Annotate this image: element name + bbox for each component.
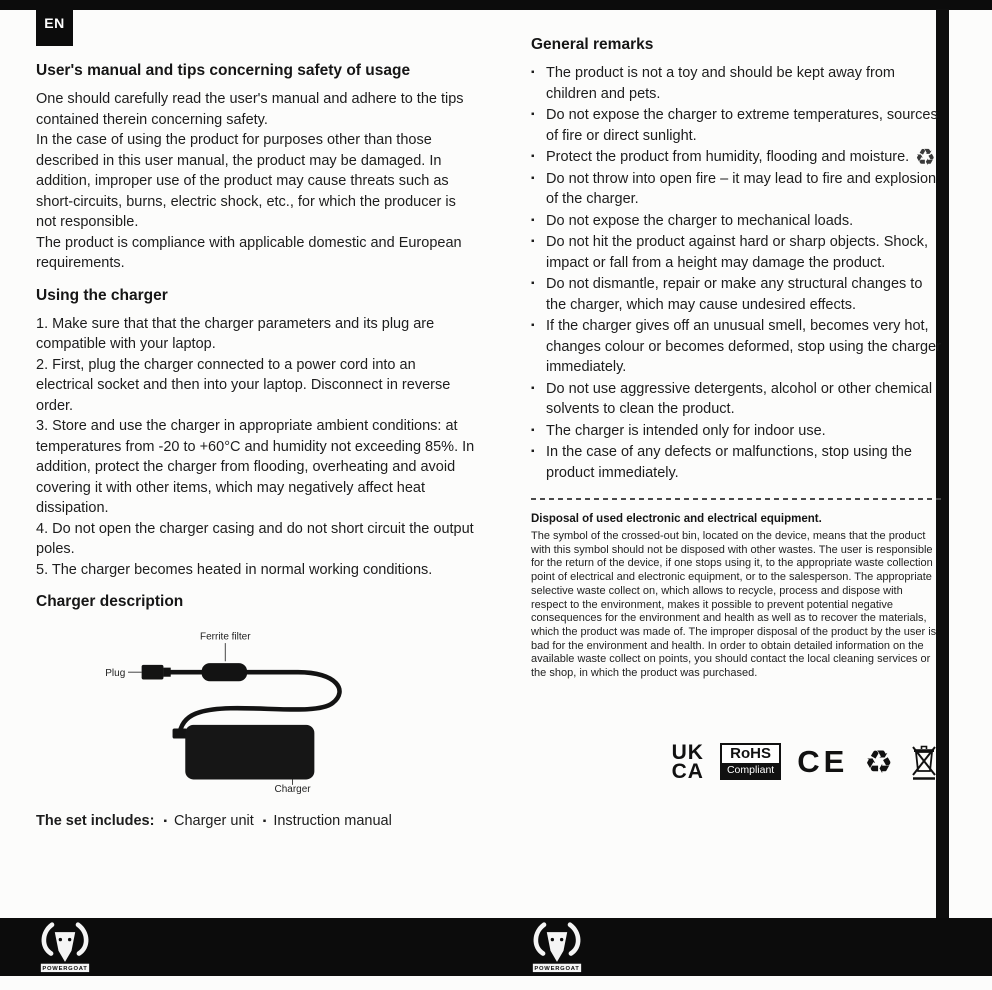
top-edge-bar	[0, 0, 992, 10]
charger-label: Charger	[274, 784, 311, 795]
intro-paragraph: One should carefully read the user's manual and adhere to the tips contained therein concerning safety.	[36, 91, 464, 128]
remarks-list	[531, 63, 941, 483]
plug-label: Plug	[105, 667, 126, 679]
remark-item: ▪ Do not expose the charger to extreme temperatures, sources of fire or direct sunlight.	[531, 105, 941, 146]
powergoat-wordmark: POWERGOAT	[42, 966, 88, 973]
compliance-marks-row	[531, 740, 941, 783]
set-item: ▪ Instruction manual	[254, 813, 392, 829]
powergoat-logo-icon	[528, 921, 586, 973]
remark-item: ▪ The charger is intended only for indoor use.	[531, 421, 941, 442]
general-remarks-heading: General remarks	[531, 36, 654, 53]
step-item: 1. Make sure that that the charger parameters and its plug are compatible with your laptop.	[36, 315, 435, 352]
footer-bar	[0, 918, 992, 976]
remark-item: ▪ Protect the product from humidity, flooding and moisture.	[531, 147, 941, 168]
set-includes-label: The set includes:	[36, 813, 155, 829]
set-includes-line	[36, 813, 476, 829]
disposal-text: The symbol of the crossed-out bin, located on the device, means that the product with this symbol should not be disposed with other wastes. The user is responsible for the return of the device, if one stops using it, to the appropriate waste collection point of electrical and electronic equipment, or to the salesperson. The appropriate selective waste collect on, which allows to recycle, process and dispose with respect to the environment, makes it possible to prevent potential negative consequences for the environment and health as well as to recover the materials, which the product was made of. The improper disposal of the product by the user is bad for the environment and health. In order to obtain detailed information on the available waste collect on points, you should contact the local cleaning services or the shop, in which the product was purchased.	[531, 530, 937, 680]
disposal-heading: Disposal of used electronic and electrical equipment.	[531, 513, 822, 525]
dashed-divider	[531, 498, 941, 500]
rohs-compliant-text: Compliant	[722, 763, 779, 778]
ce-mark: CE	[797, 743, 849, 779]
remark-item: ▪ Do not use aggressive detergents, alcohol or other chemical solvents to clean the product.	[531, 379, 941, 420]
step-item: 3. Store and use the charger in appropriate ambient conditions: at temperatures from -20 to +60°C and humidity not exceeding 85%. In addition, protect the charger from flooding, overheating and avoid covering it with other items, which may negatively affect heat dissipation.	[36, 418, 475, 516]
remark-item: ▪ In the case of any defects or malfunctions, stop using the product immediately.	[531, 442, 941, 483]
ukca-mark	[671, 740, 704, 783]
remark-item: ▪ Do not dismantle, repair or make any structural changes to the charger, which may cause undesired effects.	[531, 274, 941, 315]
ferrite-filter-label: Ferrite filter	[199, 631, 251, 643]
remark-item: ▪ If the charger gives off an unusual smell, becomes very hot, changes colour or becomes deformed, stop using the charger immediately.	[531, 316, 941, 378]
set-item: ▪ Charger unit	[154, 813, 253, 829]
remark-item: ▪ Do not expose the charger to mechanical loads.	[531, 211, 941, 232]
powergoat-wordmark: POWERGOAT	[534, 966, 580, 973]
step-item: 5. The charger becomes heated in normal working conditions.	[36, 561, 433, 578]
remark-item: ▪ Do not hit the product against hard or sharp objects. Shock, impact or fall from a height may damage the product.	[531, 232, 941, 273]
right-column	[531, 36, 941, 781]
rohs-mark	[720, 743, 781, 780]
ukca-text-top: UK	[671, 740, 704, 764]
recycle-icon	[864, 746, 893, 778]
charger-description-heading: Charger description	[36, 593, 184, 610]
safety-heading: User's manual and tips concerning safety of usage	[36, 62, 411, 79]
remark-item: ▪ The product is not a toy and should be kept away from children and pets.	[531, 63, 941, 104]
powergoat-logo-icon	[36, 921, 94, 973]
charger-diagram	[98, 623, 398, 795]
rohs-text: RoHS	[730, 745, 772, 763]
language-badge: EN	[36, 0, 73, 46]
step-item: 2. First, plug the charger connected to a power cord into an electrical socket and then into your laptop. Disconnect in reverse order.	[36, 356, 451, 414]
step-item: 4. Do not open the charger casing and do not short circuit the output poles.	[36, 520, 474, 557]
intro-paragraph: The product is compliance with applicable domestic and European requirements.	[36, 234, 462, 271]
intro-paragraph: In the case of using the product for purposes other than those described in this user manual, the product may be damaged. In addition, improper use of the product may cause threats such as short-circuits, burns, electric shock, etc., for which the producer is not responsible.	[36, 132, 456, 230]
ukca-text-bottom: CA	[671, 759, 704, 783]
left-column	[36, 62, 476, 829]
weee-crossed-bin-icon	[909, 743, 939, 781]
remark-item: ▪ Do not throw into open fire – it may lead to fire and explosion of the charger.	[531, 169, 941, 210]
using-charger-heading: Using the charger	[36, 286, 168, 304]
